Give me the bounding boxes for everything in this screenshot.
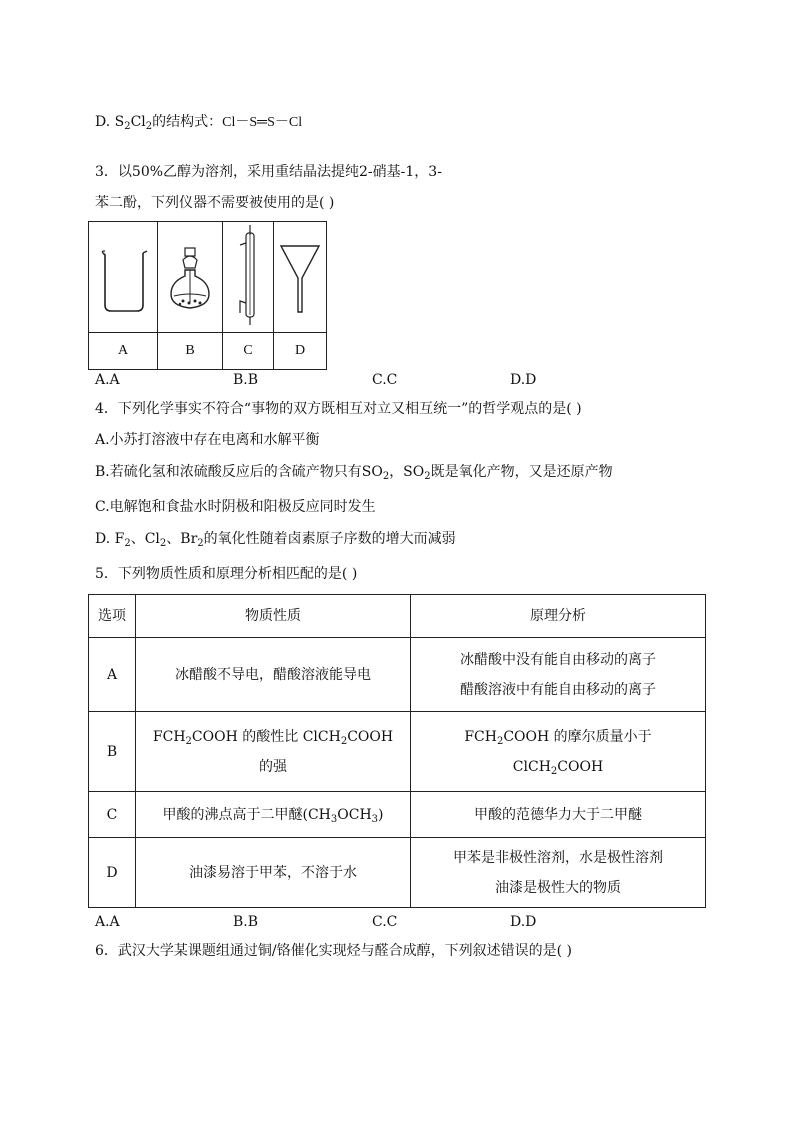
q3-option-d[interactable]: D.D xyxy=(510,372,537,388)
q3-stem-line1: 3．以50%乙醇为溶剂，采用重结晶法提纯2-硝基-1，3- xyxy=(95,164,442,180)
row-d-property: 油漆易溶于甲苯，不溶于水 xyxy=(136,838,411,908)
analysis-table xyxy=(88,594,706,908)
row-b-analysis: $FCH_2COOH$ 的摩尔质量小于 ClCH$_2$COOH xyxy=(411,712,706,792)
q3-option-c[interactable]: C.C xyxy=(372,372,398,388)
row-d-analysis: 甲苯是非极性溶剂，水是极性溶剂 油漆是极性大的物质 xyxy=(411,838,706,908)
header-property: 物质性质 xyxy=(136,595,411,638)
q4-option-c: C.电解饱和食盐水时阴极和阳极反应同时发生 xyxy=(95,499,376,515)
apparatus-table xyxy=(88,221,327,370)
q5-options xyxy=(95,912,655,932)
q2-option-d: D. $S_2Cl_2$的结构式：Cl－S═S－Cl xyxy=(95,114,303,132)
row-c-analysis: 甲酸的范德华力大于二甲醚 xyxy=(411,792,706,838)
q3-options xyxy=(95,370,655,390)
apparatus-cell-d xyxy=(274,222,327,333)
table-row xyxy=(89,792,706,838)
row-a-option: A xyxy=(89,638,136,712)
row-a-analysis: 冰醋酸中没有能自由移动的离子 醋酸溶液中有能自由移动的离子 xyxy=(411,638,706,712)
apparatus-cell-a xyxy=(89,222,158,333)
table-row xyxy=(89,712,706,792)
q6-stem: 6．武汉大学某课题组通过铜/铬催化实现烃与醛合成醇，下列叙述错误的是( ) xyxy=(95,943,572,959)
q5-option-b[interactable]: B.B xyxy=(233,914,259,930)
apparatus-label-b: B xyxy=(158,333,223,370)
apparatus-label-c: C xyxy=(223,333,274,370)
q3-option-b[interactable]: B.B xyxy=(233,372,259,388)
apparatus-cell-c xyxy=(223,222,274,333)
row-c-property: 甲酸的沸点高于二甲醚$(CH_3OCH_3)$ xyxy=(136,792,411,838)
q4-option-d: D. $F_2$、$Cl_2$、$Br_2$的氧化性随着卤素原子序数的增大而减弱 xyxy=(95,531,456,549)
q5-option-a[interactable]: A.A xyxy=(95,914,120,930)
q5-option-d[interactable]: D.D xyxy=(510,914,537,930)
apparatus-label-a: A xyxy=(89,333,158,370)
apparatus-label-d: D xyxy=(274,333,327,370)
row-d-option: D xyxy=(89,838,136,908)
q5-stem: 5．下列物质性质和原理分析相匹配的是( ) xyxy=(95,566,358,582)
table-row xyxy=(89,838,706,908)
row-c-option: C xyxy=(89,792,136,838)
apparatus-cell-b xyxy=(158,222,223,333)
q4-option-b: B.若硫化氢和浓硫酸反应后的含硫产物只有$SO_2$，$SO_2$既是氧化产物，又是还原产物 xyxy=(95,464,613,482)
table-row xyxy=(89,638,706,712)
row-b-option: B xyxy=(89,712,136,792)
q4-option-a: A.小苏打溶液中存在电离和水解平衡 xyxy=(95,432,320,448)
alcohol-lamp-icon xyxy=(165,230,215,320)
table-header-row xyxy=(89,595,706,638)
q3-stem-line2: 苯二酚，下列仪器不需要被使用的是( ) xyxy=(95,195,335,211)
header-option: 选项 xyxy=(89,595,136,638)
q4-stem: 4．下列化学事实不符合“事物的双方既相互对立又相互统一”的哲学观点的是( ) xyxy=(95,401,582,417)
q3-option-a[interactable]: A.A xyxy=(95,372,120,388)
header-analysis: 原理分析 xyxy=(411,595,706,638)
row-b-property: $FCH_2COOH$ 的酸性比 ClCH$_2$COOH 的强 xyxy=(136,712,411,792)
funnel-icon xyxy=(277,230,323,320)
beaker-icon xyxy=(93,235,153,315)
q5-option-c[interactable]: C.C xyxy=(372,914,398,930)
row-a-property: 冰醋酸不导电，醋酸溶液能导电 xyxy=(136,638,411,712)
condenser-icon xyxy=(228,223,268,327)
